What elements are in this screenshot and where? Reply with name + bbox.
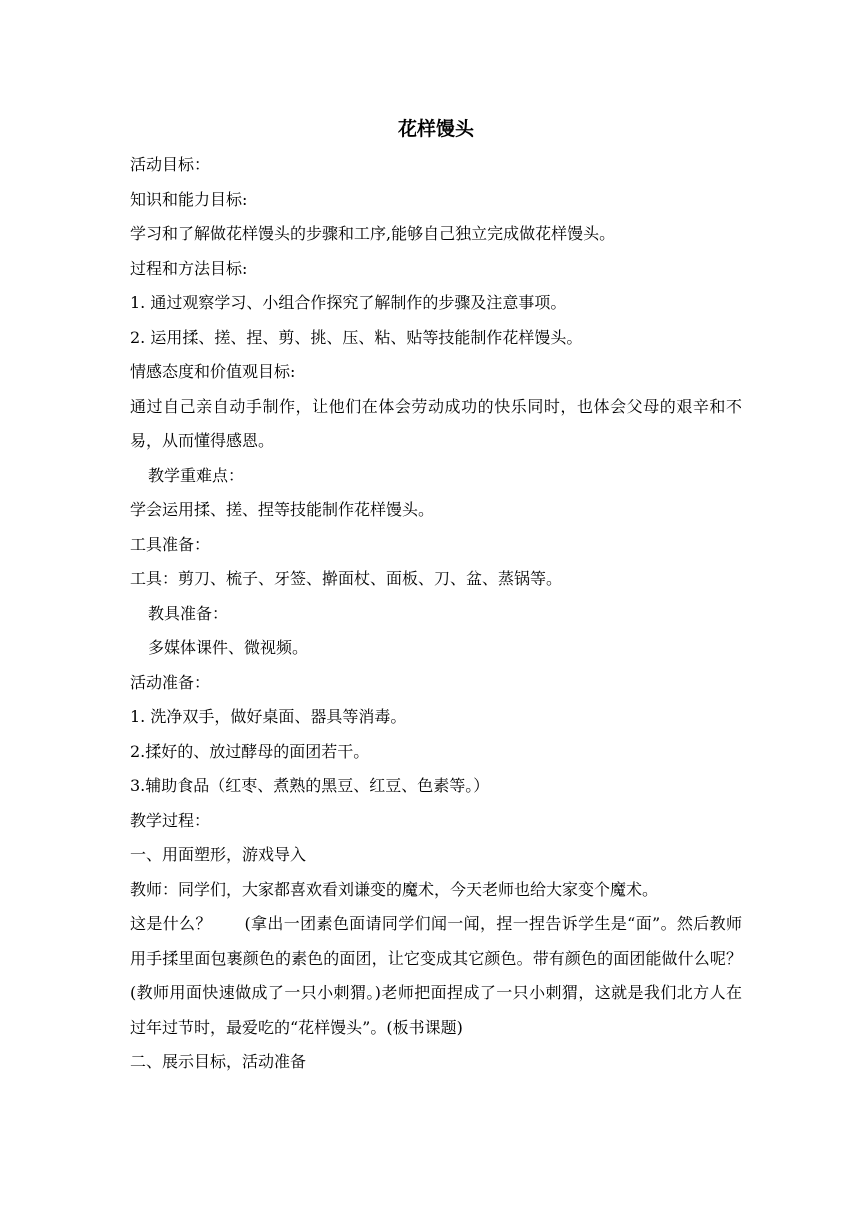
paragraph: 二、展示目标，活动准备 <box>130 1052 307 1071</box>
paragraph: 2.揉好的、放过酵母的面团若干。 <box>130 741 370 761</box>
paragraph: 一、用面塑形，游戏导入 <box>130 845 307 864</box>
paragraph: 活动目标： <box>130 155 211 174</box>
paragraph: 情感态度和价值观目标: <box>130 362 296 381</box>
line-list <box>130 148 748 1080</box>
paragraph: 工具：剪刀、梳子、牙签、擀面杖、面板、刀、盆、蒸锅等。 <box>130 569 563 588</box>
paragraph: 这是什么？ (拿出一团素色面请同学们闻一闻，捏一捏告诉学生是“面”。然后教师用手揉里面包裹颜色的素色的面团，让它变成其它颜色。带有颜色的面团能做什么呢？ (教师用面快速做成了一只小刺猬。)老师把面捏成了一只小刺猬，这就是我们北方人在过年过节时，最爱吃的“花样馒头”。(板书课题) <box>130 914 748 1037</box>
paragraph: 教学重难点： <box>148 465 245 485</box>
paragraph: 1. 通过观察学习、小组合作探究了解制作的步骤及注意事项。 <box>130 293 567 312</box>
paragraph: 通过自己亲自动手制作，让他们在体会劳动成功的快乐同时，也体会父母的艰辛和不易，从而懂得感恩。 <box>130 396 742 450</box>
paragraph: 2. 运用揉、搓、捏、剪、挑、压、粘、贴等技能制作花样馒头。 <box>130 327 583 347</box>
paragraph: 3.辅助食品（红枣、煮熟的黑豆、红豆、色素等。） <box>130 776 490 795</box>
paragraph: 过程和方法目标: <box>130 258 248 278</box>
paragraph: 1. 洗净双手，做好桌面、器具等消毒。 <box>130 707 407 726</box>
paragraph: 学会运用揉、搓、捏等技能制作花样馒头。 <box>130 500 435 519</box>
document-body <box>130 112 748 1080</box>
document-title: 花样馒头 <box>397 118 474 140</box>
paragraph: 工具准备： <box>130 534 211 554</box>
paragraph: 多媒体课件、微视频。 <box>148 638 309 657</box>
paragraph: 教具准备： <box>148 603 229 623</box>
paragraph: 活动准备： <box>130 672 211 692</box>
paragraph: 知识和能力目标: <box>130 189 248 209</box>
paragraph: 学习和了解做花样馒头的步骤和工序,能够自己独立完成做花样馒头。 <box>130 224 616 243</box>
paragraph: 教学过程： <box>130 810 211 830</box>
paragraph: 教师：同学们，大家都喜欢看刘谦变的魔术，今天老师也给大家变个魔术。 <box>130 879 659 899</box>
